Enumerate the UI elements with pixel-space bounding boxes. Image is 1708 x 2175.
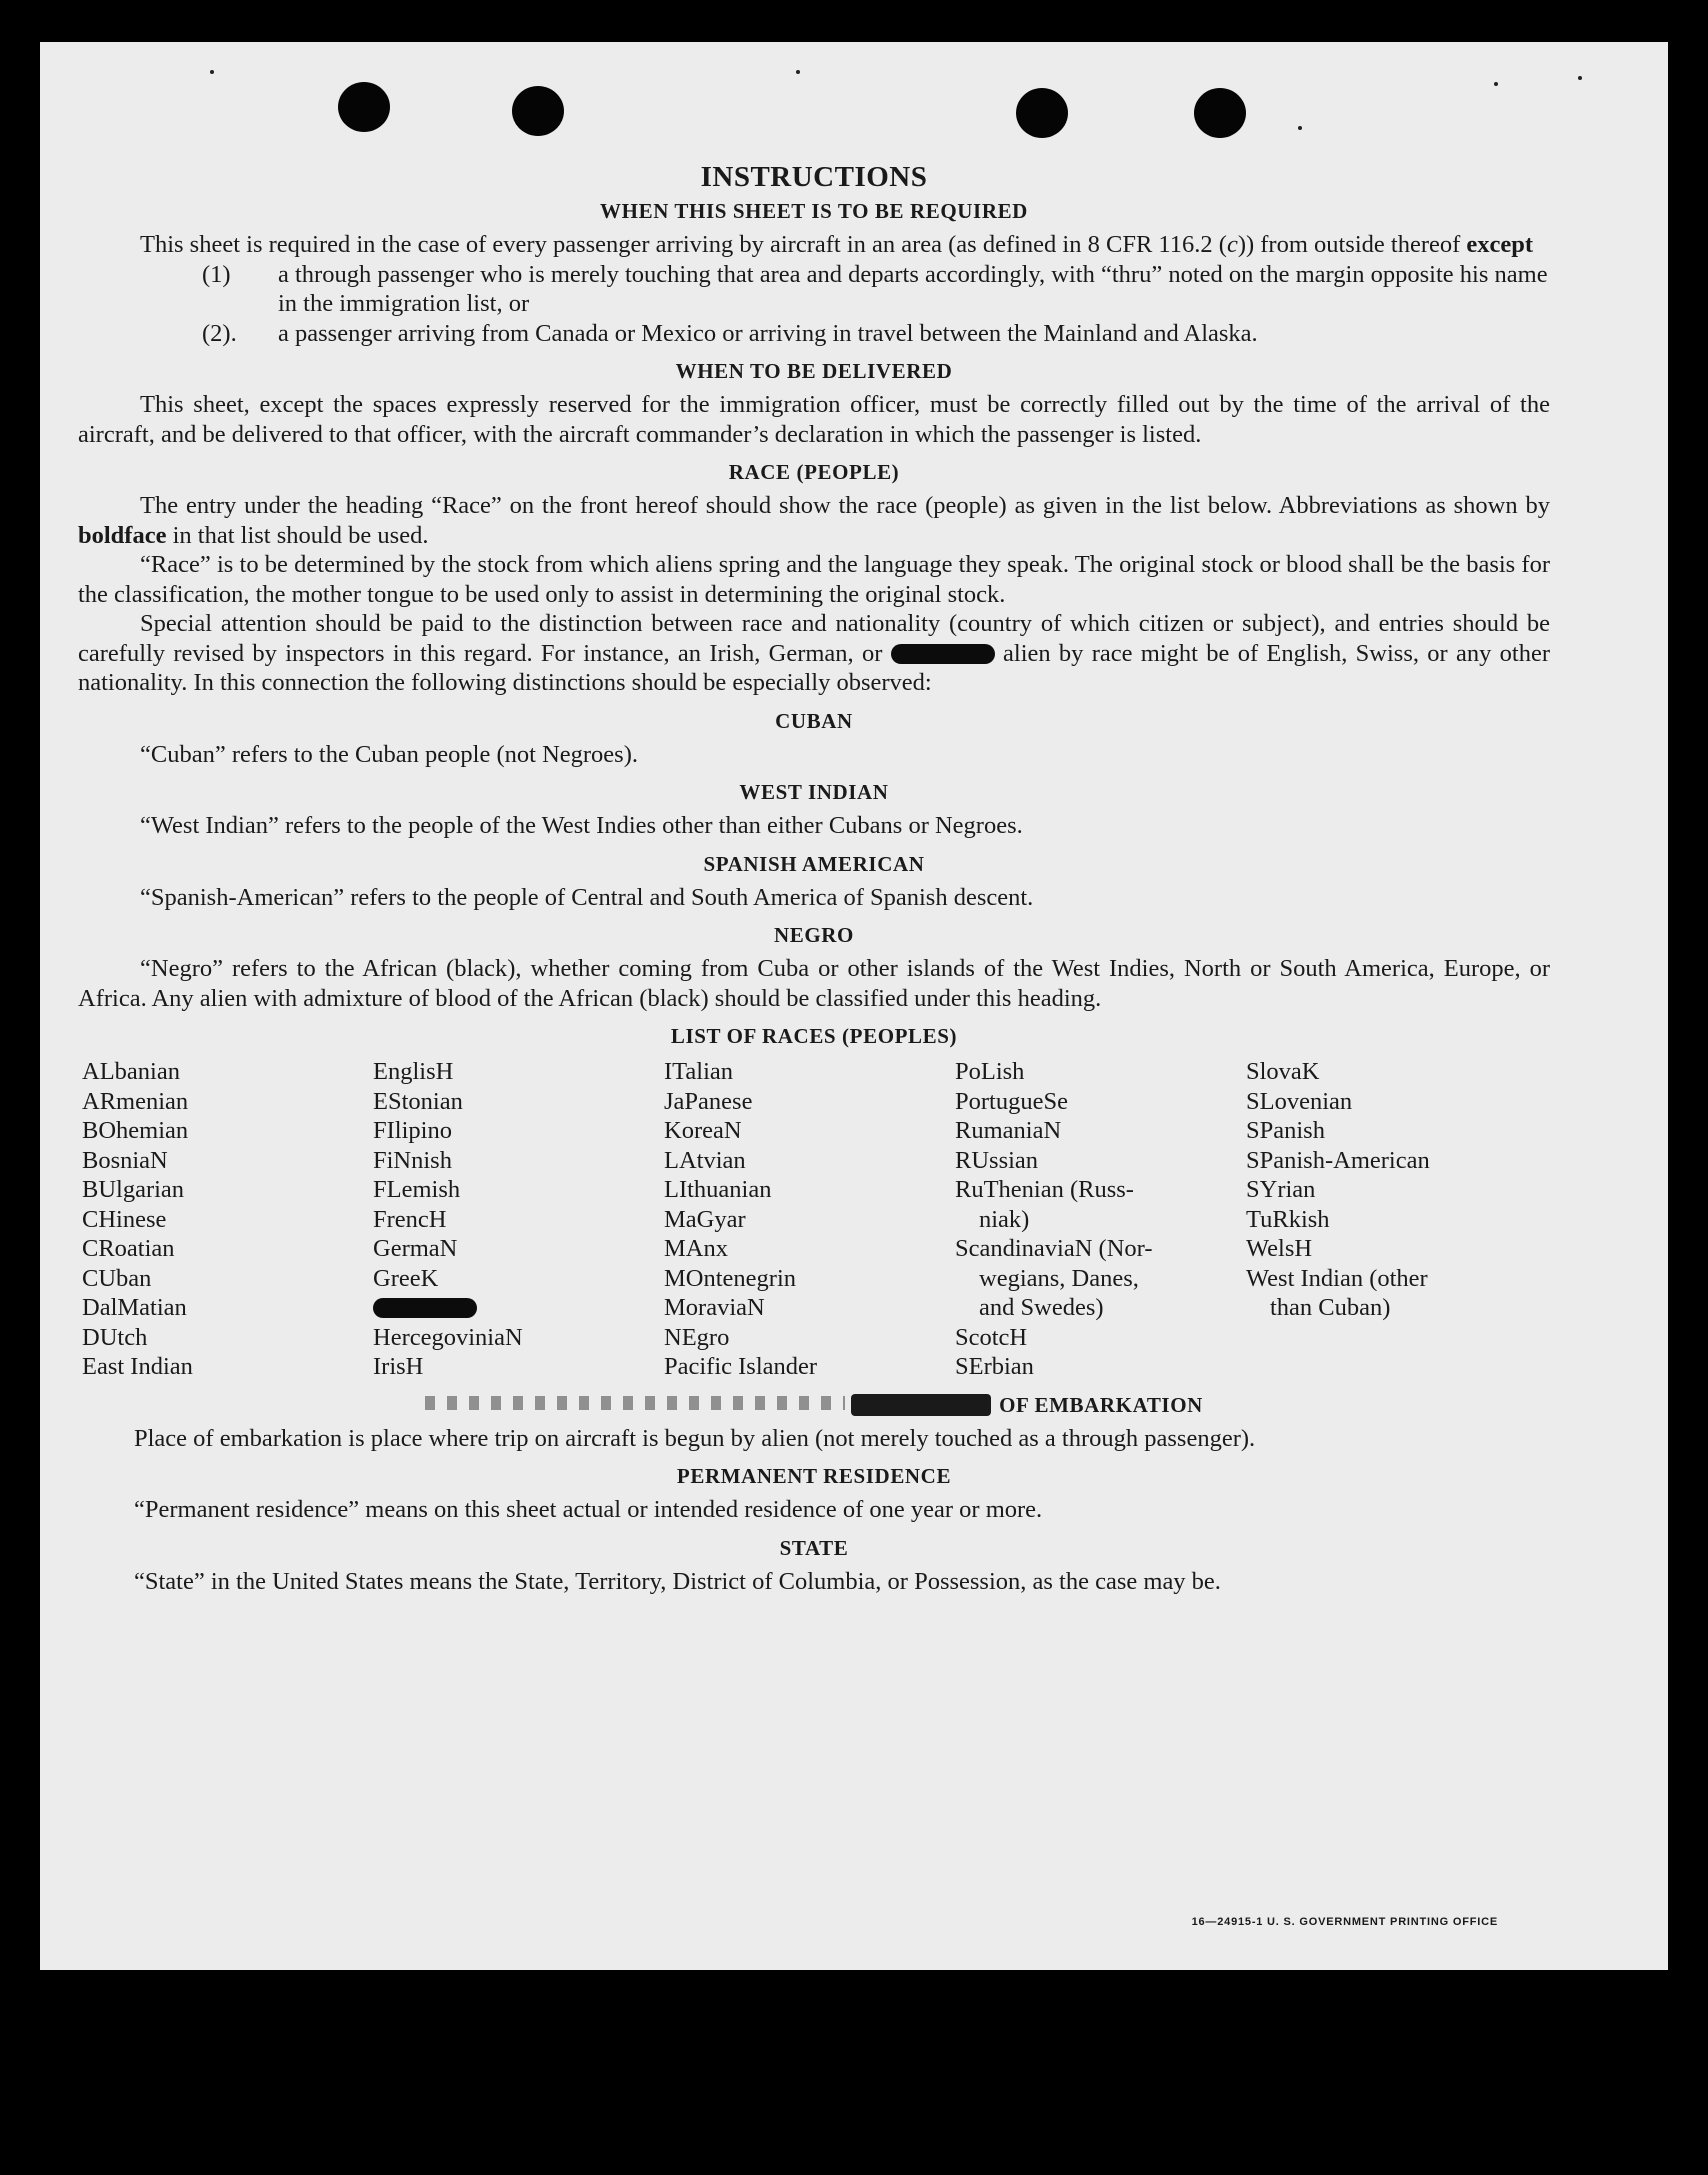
race-item: MoraviaN	[664, 1294, 765, 1321]
spanish-american-paragraph: “Spanish-American” refers to the people of Central and South America of Spanish descent.	[140, 883, 1034, 911]
negro-paragraph: “Negro” refers to the African (black), whether coming from Cuba or other islands of the West Indies, North or South America, Europe, or Africa. Any alien with admixture of blood of the African (black) should be classified under this heading.	[78, 955, 1550, 1012]
race-item: RuThenian (Russ-	[955, 1176, 1134, 1203]
race-item: SlovaK	[1246, 1058, 1320, 1085]
punch-hole	[1016, 88, 1068, 138]
race-item: BOhemian	[82, 1117, 189, 1144]
race-item: FrencH	[373, 1205, 447, 1233]
race-item: West Indian (other	[1246, 1264, 1428, 1292]
cuban-paragraph: “Cuban” refers to the Cuban people (not Negroes).	[140, 740, 638, 768]
race-item: BosniaN	[82, 1146, 168, 1174]
race-item: LAtvian	[664, 1146, 746, 1174]
redaction-mark	[891, 644, 995, 664]
heading-state: STATE	[779, 1535, 849, 1560]
race-item: SPanish-American	[1246, 1146, 1430, 1174]
race-item: CRoatian	[82, 1235, 175, 1262]
race-list	[82, 1057, 1550, 1382]
race-item: ScotcH	[955, 1323, 1028, 1351]
embarkation-paragraph: Place of embarkation is place where trip on aircraft is begun by alien (not merely touched as a through passenger).	[134, 1424, 1256, 1452]
race-item: KoreaN	[664, 1117, 742, 1144]
race-item: BUlgarian	[82, 1176, 185, 1203]
west-indian-paragraph: “West Indian” refers to the people of the West Indies other than either Cubans or Negroes.	[140, 812, 1023, 839]
speck	[210, 70, 214, 74]
race-item-redacted	[373, 1293, 664, 1323]
race-item: than Cuban)	[1270, 1294, 1391, 1321]
race-paragraph-2: “Race” is to be determined by the stock from which aliens spring and the language they speak. The original stock or blood shall be the basis for the classification, the mother tongue to be used only to assist in determining the original stock.	[78, 551, 1550, 608]
race-item: TuRkish	[1246, 1205, 1330, 1233]
race-item: FLemish	[373, 1176, 461, 1203]
race-column-3	[664, 1057, 955, 1382]
race-item: SErbian	[955, 1353, 1034, 1380]
instructions-body	[78, 160, 1550, 1596]
race-column-5	[1246, 1057, 1537, 1382]
race-item: niak)	[979, 1205, 1030, 1233]
race-item: SYrian	[1246, 1176, 1316, 1203]
race-column-4	[955, 1057, 1246, 1382]
redaction-mark	[373, 1298, 477, 1318]
punch-hole	[1194, 88, 1246, 138]
race-column-2	[373, 1057, 664, 1382]
race-item: ITalian	[664, 1058, 734, 1085]
race-item: DUtch	[82, 1323, 148, 1351]
heading-delivered: WHEN TO BE DELIVERED	[675, 359, 953, 383]
race-item: ALbanian	[82, 1058, 180, 1085]
punch-hole	[338, 82, 390, 132]
race-item: CUban	[82, 1264, 152, 1292]
heading-race: RACE (PEOPLE)	[728, 460, 900, 484]
race-item: IrisH	[373, 1353, 424, 1380]
redaction-mark	[851, 1394, 991, 1416]
printer-imprint: 16—24915-1 U. S. GOVERNMENT PRINTING OFFICE	[1191, 1916, 1498, 1928]
race-item: PortugueSe	[955, 1087, 1068, 1115]
heading-spanish-american: SPANISH AMERICAN	[703, 851, 925, 876]
smudge-mark	[425, 1396, 845, 1410]
heading-embarkation: OF EMBARKATION	[78, 1392, 1550, 1418]
race-item: ScandinaviaN (Nor-	[955, 1235, 1153, 1262]
race-item: FiNnish	[373, 1146, 452, 1174]
race-item: DalMatian	[82, 1294, 187, 1321]
race-item: GreeK	[373, 1264, 439, 1292]
race-item: HercegoviniaN	[373, 1323, 523, 1351]
speck	[1578, 76, 1582, 80]
required-paragraph: This sheet is required in the case of every passenger arriving by aircraft in an area (as defined in 8 CFR 116.2 (c)) from outside thereof except	[140, 231, 1534, 258]
race-item: MaGyar	[664, 1205, 746, 1233]
heading-permanent-residence: PERMANENT RESIDENCE	[676, 1464, 952, 1488]
race-item: wegians, Danes,	[979, 1264, 1139, 1292]
race-item: JaPanese	[664, 1087, 753, 1115]
race-column-1	[82, 1057, 373, 1382]
page-title: INSTRUCTIONS	[700, 161, 928, 193]
punch-hole	[512, 86, 564, 136]
heading-negro: NEGRO	[773, 923, 854, 947]
speck	[1298, 126, 1302, 130]
heading-required: WHEN THIS SHEET IS TO BE REQUIRED	[600, 199, 1028, 223]
race-item: CHinese	[82, 1205, 167, 1233]
heading-west-indian: WEST INDIAN	[739, 780, 889, 804]
exception-item-2: (2). a passenger arriving from Canada or Mexico or arriving in travel between the Mainland and Alaska.	[202, 319, 1258, 347]
race-item: GermaN	[373, 1235, 458, 1262]
exception-item-1: (1) a through passenger who is merely touching that area and departs accordingly, with “thru” noted on the margin opposite his name in the immigration list, or	[202, 260, 1548, 317]
race-item: EnglisH	[373, 1058, 454, 1085]
race-item: PoLish	[955, 1058, 1025, 1085]
race-item: SPanish	[1246, 1117, 1325, 1144]
race-item: MAnx	[664, 1235, 728, 1262]
race-item: FIlipino	[373, 1117, 452, 1144]
race-item: MOntenegrin	[664, 1264, 796, 1292]
race-item: Pacific Islander	[664, 1353, 818, 1380]
race-item: LIthuanian	[664, 1176, 772, 1203]
heading-list-of-races: LIST OF RACES (PEOPLES)	[670, 1024, 958, 1048]
race-item: EStonian	[373, 1087, 463, 1115]
race-item: NEgro	[664, 1323, 730, 1351]
race-item: RumaniaN	[955, 1117, 1062, 1144]
residence-paragraph: “Permanent residence” means on this sheet actual or intended residence of one year or more.	[134, 1496, 1043, 1523]
race-item: WelsH	[1246, 1235, 1313, 1262]
race-item: and Swedes)	[979, 1294, 1104, 1321]
state-paragraph: “State” in the United States means the State, Territory, District of Columbia, or Possession, as the case may be.	[134, 1567, 1221, 1595]
race-item: RUssian	[955, 1146, 1039, 1174]
speck	[1494, 82, 1498, 86]
delivered-paragraph: This sheet, except the spaces expressly reserved for the immigration officer, must be correctly filled out by the time of the arrival of the aircraft, and be delivered to that officer, with the aircraft commander’s declaration in which the passenger is listed.	[78, 391, 1550, 448]
speck	[796, 70, 800, 74]
race-item: ARmenian	[82, 1087, 189, 1115]
race-item: SLovenian	[1246, 1087, 1353, 1115]
race-paragraph-1: The entry under the heading “Race” on the front hereof should show the race (people) as given in the list below. Abbreviations as shown by boldface in that list should be used.	[78, 492, 1550, 549]
heading-cuban: CUBAN	[775, 708, 853, 733]
race-item: East Indian	[82, 1353, 193, 1380]
race-paragraph-3: Special attention should be paid to the distinction between race and nationality (country of which citizen or subject), and entries should be carefully revised by inspectors in this regard. For instance, an Irish, German, or alien by race might be of English, Swiss, or any other nationality. In this connection the following distinctions should be especially observed:	[78, 610, 1551, 696]
document-page	[40, 42, 1668, 1970]
